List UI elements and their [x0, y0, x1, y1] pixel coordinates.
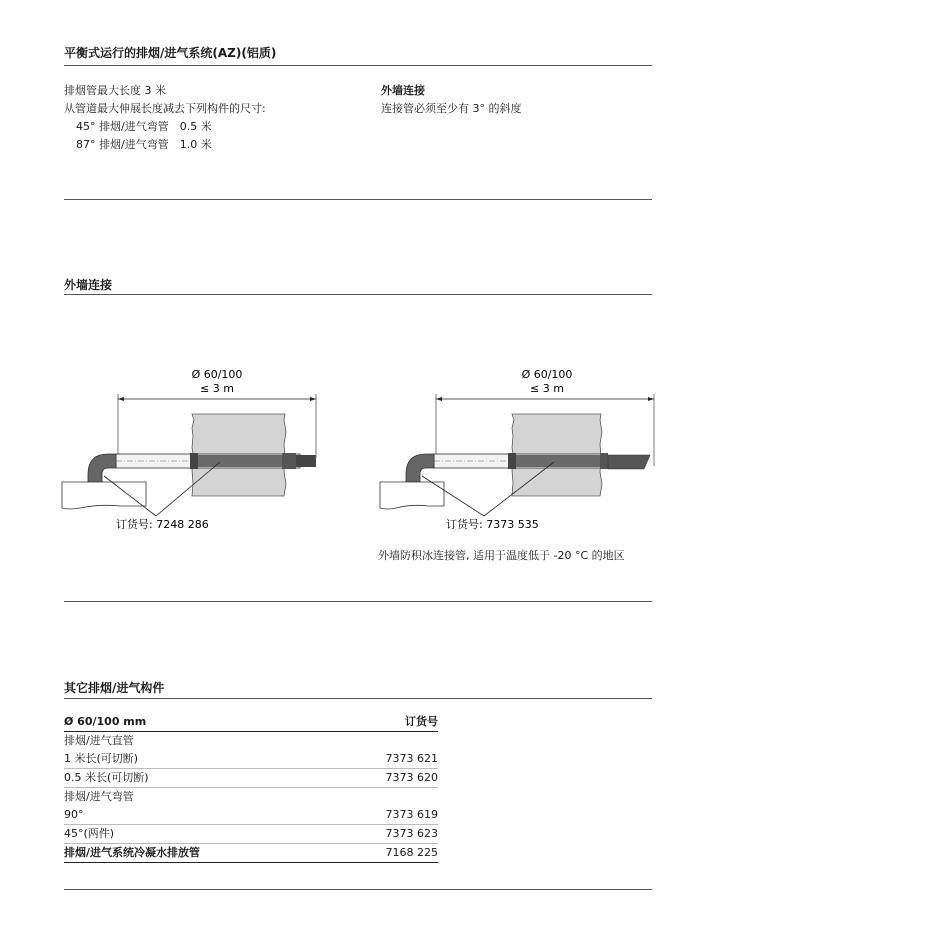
arrow-icon — [436, 397, 442, 401]
table-row — [64, 750, 438, 769]
terminal-collar — [600, 453, 608, 469]
wall-sleeve — [198, 455, 282, 467]
order-number-label: 订货号: 7373 535 — [446, 518, 539, 531]
note-line: 从管道最大伸展长度减去下列构件的尺寸: — [64, 102, 266, 115]
part-name: 1 米长(可切断) — [64, 750, 382, 769]
note-line: 排烟管最大长度 3 米 — [64, 84, 166, 97]
divider — [64, 65, 652, 66]
part-name: 0.5 米长(可切断) — [64, 769, 382, 788]
table-group-row — [64, 732, 438, 751]
pipe-coupling — [190, 453, 198, 469]
order-number — [382, 788, 438, 807]
dimension-diameter: Ø 60/100 — [191, 368, 243, 381]
table-header — [64, 713, 438, 732]
terminal-collar — [282, 453, 296, 469]
table-row — [64, 844, 438, 863]
table-group-row — [64, 788, 438, 807]
arrow-icon — [118, 397, 124, 401]
note-line: 87° 排烟/进气弯管 1.0 米 — [76, 138, 212, 151]
flue-elbow — [406, 454, 434, 482]
part-name: 排烟/进气弯管 — [64, 790, 134, 803]
table-row — [64, 769, 438, 788]
note-text: 连接管必须至少有 3° 的斜度 — [381, 102, 522, 115]
divider — [64, 199, 652, 200]
section2-title: 外墙连接 — [64, 278, 113, 292]
section3-title: 其它排烟/进气构件 — [64, 681, 165, 695]
terminal-grille — [296, 455, 316, 467]
arrow-icon — [310, 397, 316, 401]
part-name: 90° — [64, 806, 382, 825]
divider — [64, 698, 652, 699]
order-number — [382, 732, 438, 751]
flue-elbow — [88, 454, 116, 482]
note-line: 45° 排烟/进气弯管 0.5 米 — [76, 120, 212, 133]
table-row — [64, 825, 438, 844]
boiler-outline — [380, 482, 444, 509]
wall-connection-diagram-left — [60, 358, 340, 538]
column-header: Ø 60/100 mm — [64, 713, 382, 732]
arrow-icon — [648, 397, 654, 401]
order-number: 7373 621 — [382, 750, 438, 769]
diagram-caption: 外墙防积冰连接管, 适用于温度低于 -20 °C 的地区 — [378, 549, 625, 562]
wall-connection-diagram-right — [378, 358, 663, 538]
parts-table — [64, 713, 438, 863]
divider — [64, 294, 652, 295]
table-row — [64, 806, 438, 825]
order-number-label: 订货号: 7248 286 — [116, 518, 209, 531]
divider — [64, 601, 652, 602]
part-name: 排烟/进气直管 — [64, 734, 134, 747]
part-name: 排烟/进气系统冷凝水排放管 — [64, 844, 382, 863]
dimension-length: ≤ 3 m — [200, 382, 234, 395]
order-number: 7373 620 — [382, 769, 438, 788]
part-name: 45°(两件) — [64, 825, 382, 844]
wall-connection-note — [381, 82, 522, 118]
note-heading: 外墙连接 — [381, 84, 425, 97]
boiler-outline — [62, 482, 146, 509]
divider — [64, 889, 652, 890]
max-length-notes — [64, 82, 266, 154]
order-number: 7168 225 — [382, 844, 438, 863]
dimension-diameter: Ø 60/100 — [521, 368, 573, 381]
anti-icing-extension — [608, 455, 650, 469]
column-header: 订货号 — [382, 713, 438, 732]
section1-title: 平衡式运行的排烟/进气系统(AZ)(铝质) — [64, 46, 277, 60]
dimension-length: ≤ 3 m — [530, 382, 564, 395]
order-number: 7373 619 — [382, 806, 438, 825]
wall-sleeve — [516, 455, 600, 467]
pipe-coupling — [508, 453, 516, 469]
order-number: 7373 623 — [382, 825, 438, 844]
